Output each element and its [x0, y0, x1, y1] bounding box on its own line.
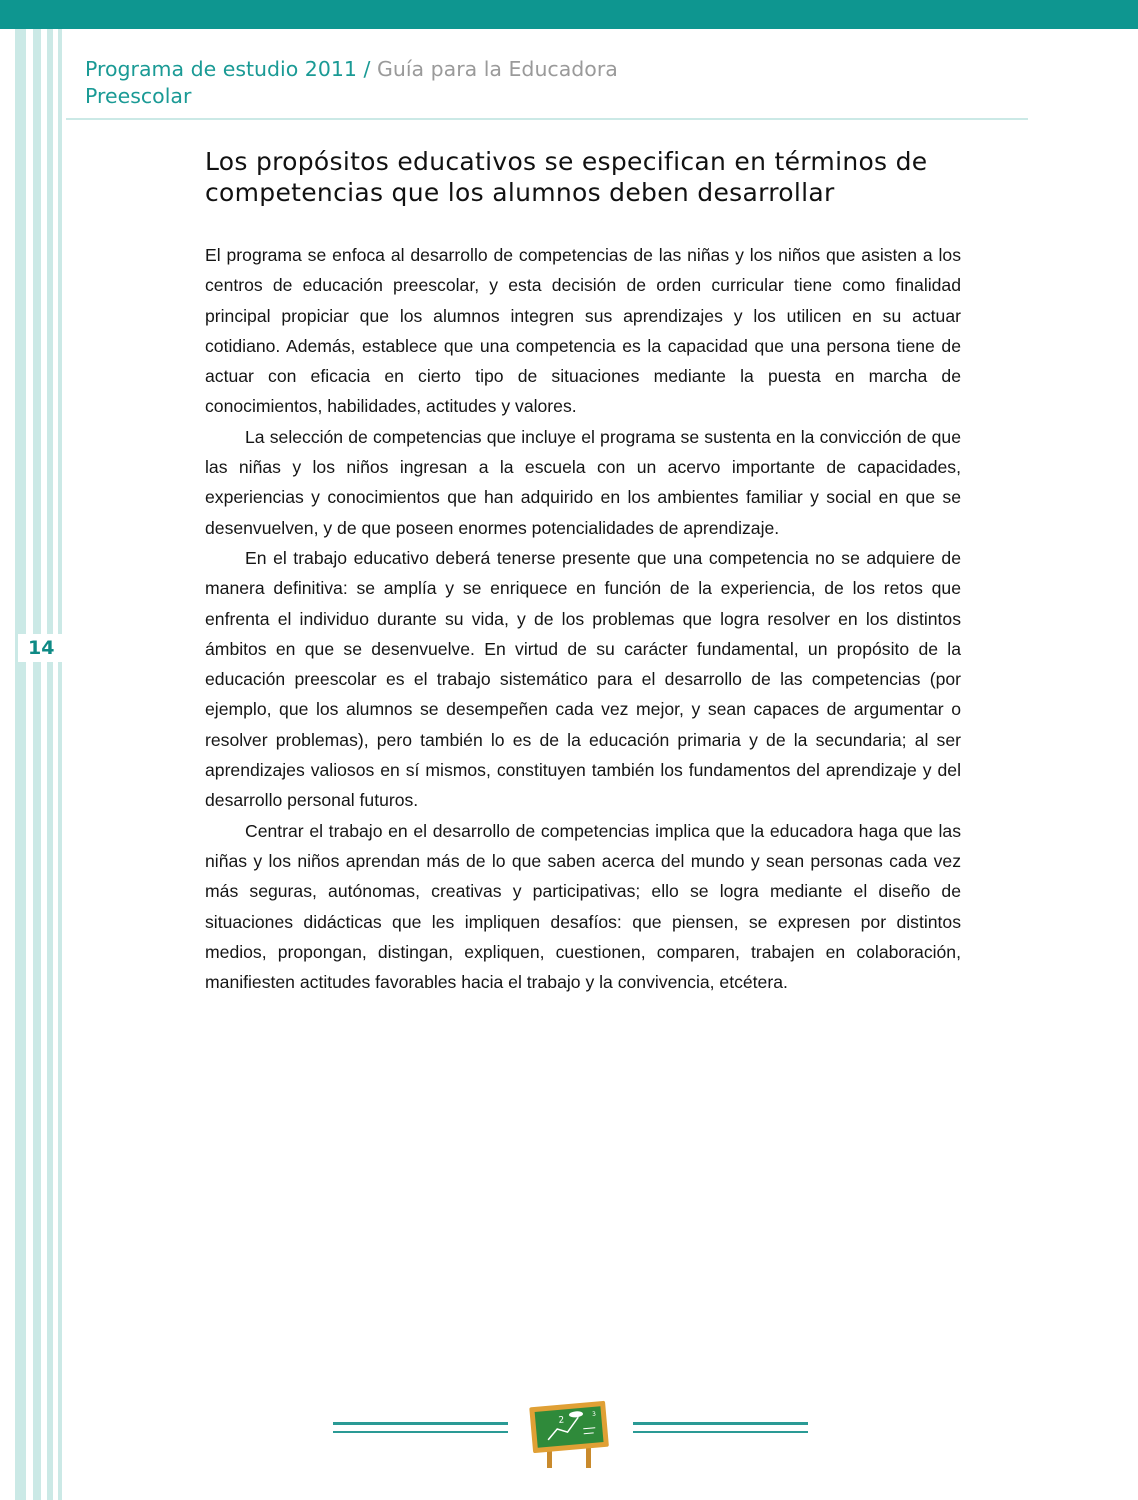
margin-stripe: [58, 29, 62, 1500]
running-header: [85, 56, 618, 110]
header-program: Programa de estudio 2011: [85, 57, 357, 81]
paragraph: La selección de competencias que incluye el programa se sustenta en la convicción de que las niñas y los niños ingresan a la escuela con un acervo importante de capacidades, experiencias y conocimientos que han adquirido en los ambientes familiar y social en que se desenvuelven, y de que poseen enormes potencialidades de aprendizaje.: [205, 426, 961, 538]
margin-stripe: [47, 29, 53, 1500]
svg-text:2: 2: [558, 1415, 565, 1426]
svg-text:3: 3: [591, 1410, 597, 1418]
chalkboard-icon: [527, 1398, 611, 1470]
page-number: 14: [18, 634, 64, 662]
header-separator: /: [363, 57, 371, 81]
header-rule: [66, 118, 1028, 120]
header-guide: Guía para la Educadora: [376, 57, 618, 81]
section-title: Los propósitos educativos se especifican en términos de competencias que los alumnos deben desarrollar: [205, 147, 928, 207]
paragraph: Centrar el trabajo en el desarrollo de competencias implica que la educadora haga que las niñas y los niños aprendan más de lo que saben acerca del mundo y sean personas cada vez más seguras, autónomas, creativas y participativas; ello se logra mediante el diseño de situaciones didácticas que les impliquen desafíos: que piensen, se expresen por distintos medios, propongan, distingan, expliquen, cuestionen, comparen, trabajen en colaboración, manifiesten actitudes favorables hacia el trabajo y la convivencia, etcétera.: [205, 820, 961, 993]
body-text: [205, 240, 961, 997]
paragraph: El programa se enfoca al desarrollo de competencias de las niñas y los niños que asisten a los centros de educación preescolar, y esta decisión de orden curricular tiene como finalidad principal propiciar que los alumnos integren sus aprendizajes y los utilicen en su actuar cotidiano. Además, establece que una competencia es la capacidad que una persona tiene de actuar con eficacia en cierto tipo de situaciones mediante la puesta en marcha de conocimientos, habilidades, actitudes y valores.: [205, 245, 961, 417]
header-level: Preescolar: [85, 84, 192, 108]
margin-stripe: [15, 29, 26, 1500]
footer-rule-left: [333, 1431, 508, 1433]
margin-stripe: [33, 29, 41, 1500]
footer-rule-right: [633, 1431, 808, 1433]
footer-rule-right: [633, 1422, 808, 1425]
paragraph: En el trabajo educativo deberá tenerse presente que una competencia no se adquiere de manera definitiva: se amplía y se enriquece en función de la experiencia, de los retos que enfrenta el individuo durante su vida, y de los problemas que logra resolver en los distintos ámbitos en que se desenvuelve. En virtud de su carácter fundamental, un propósito de la educación preescolar es el trabajo sistemático para el desarrollo de las competencias (por ejemplo, que los alumnos se desempeñen cada vez mejor, y sean capaces de argumentar o resolver problemas), pero también lo es de la educación primaria y de la secundaria; al ser aprendizajes valiosos en sí mismos, constituyen también los fundamentos del aprendizaje y del desarrollo personal futuros.: [205, 547, 961, 811]
footer-rule-left: [333, 1422, 508, 1425]
top-bar: [0, 0, 1138, 29]
